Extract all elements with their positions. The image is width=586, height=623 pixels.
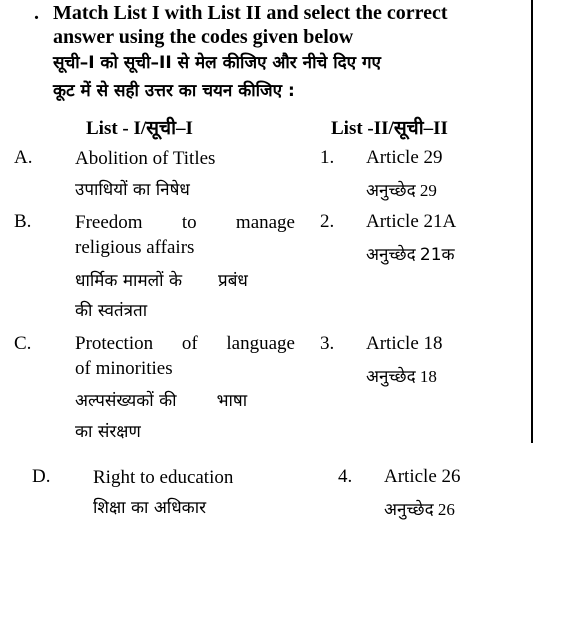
item-b-hindi-1	[75, 266, 248, 296]
list2-header-text: List -II/सूची–II	[331, 118, 448, 139]
article-1-hindi	[366, 178, 437, 201]
article-num-4: 4.	[338, 466, 353, 487]
question-prefix: .	[34, 2, 39, 24]
item-c-english	[75, 331, 295, 356]
article-2-hindi	[366, 242, 455, 265]
article-num-3: 3.	[320, 333, 335, 354]
item-d-english	[93, 465, 313, 490]
article-3-english: Article 18	[366, 333, 443, 354]
right-border-line	[531, 0, 533, 443]
item-b-english-2	[75, 235, 295, 260]
item-c-english-2	[75, 356, 295, 381]
list1-header	[86, 114, 193, 140]
item-letter-b: B.	[14, 211, 32, 232]
item-c-hi-line1b: भाषा	[216, 391, 248, 411]
article-2-hindi-num: 21क	[419, 245, 455, 265]
question-line-4: कूट में से सही उत्तर का चयन कीजिए :	[53, 81, 295, 101]
question-line-1	[34, 2, 448, 24]
item-a-english	[75, 146, 295, 171]
item-b-hi-line1a: धार्मिक मामलों के	[75, 271, 183, 291]
item-c-en-line2: of minorities	[75, 358, 173, 379]
item-a-hindi: उपाधियों का निषेध	[75, 180, 190, 200]
article-2-english: Article 21A	[366, 211, 457, 232]
article-3-hindi	[366, 364, 437, 387]
item-letter-c: C.	[14, 333, 32, 354]
item-letter-d: D.	[32, 466, 51, 487]
article-3-hindi-num: 18	[419, 367, 437, 386]
article-3-hindi-word: अनुच्छेद	[366, 367, 416, 387]
item-c-hindi-1	[75, 386, 247, 416]
item-d-hindi: शिक्षा का अधिकार	[93, 498, 207, 518]
article-num-1: 1.	[320, 147, 335, 168]
article-4-hindi	[384, 497, 455, 520]
item-c-en-line1: Protection of language	[75, 333, 295, 354]
article-4-hindi-num: 26	[437, 500, 455, 519]
item-b-en-line2: religious affairs	[75, 237, 195, 258]
item-c-hi-line1a: अल्पसंख्यकों की	[75, 391, 177, 411]
item-b-hi-line1b: प्रबंध	[218, 271, 248, 291]
item-b-hindi-2: की स्वतंत्रता	[75, 301, 148, 321]
article-4-english: Article 26	[384, 466, 461, 487]
item-b-en-line1: Freedom to manage	[75, 212, 295, 233]
question-text-en-1: Match List I with List II and select the correct	[53, 2, 448, 24]
list2-header	[331, 114, 448, 140]
item-letter-a: A.	[14, 147, 33, 168]
article-1-hindi-num: 29	[419, 181, 437, 200]
item-d-en-line1: Right to education	[93, 467, 234, 488]
item-b-english	[75, 210, 295, 235]
article-2-hindi-word: अनुच्छेद	[366, 245, 416, 265]
item-a-en-line1: Abolition of Titles	[75, 148, 216, 169]
article-num-2: 2.	[320, 211, 335, 232]
article-1-hindi-word: अनुच्छेद	[366, 181, 416, 201]
article-4-hindi-word: अनुच्छेद	[384, 500, 434, 520]
question-line-2: answer using the codes given below	[53, 26, 354, 48]
question-line-3: सूची–I को सूची–II से मेल कीजिए और नीचे दिए गए	[53, 53, 381, 73]
article-1-english: Article 29	[366, 147, 443, 168]
item-c-hindi-2: का संरक्षण	[75, 422, 141, 442]
list1-header-text: List - I/सूची–I	[86, 118, 193, 139]
